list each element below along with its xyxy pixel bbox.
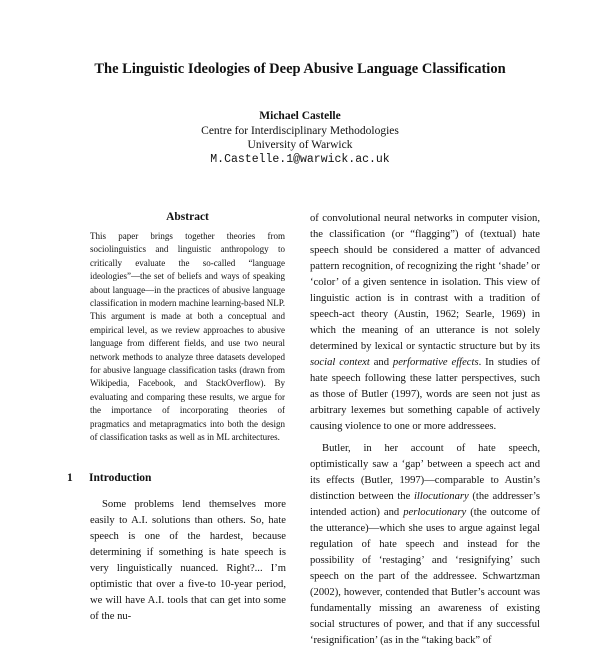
emphasis: social context [310, 357, 370, 368]
author-email[interactable]: M.Castelle.1@warwick.ac.uk [210, 152, 390, 166]
abstract-body: This paper brings together theories from sociolinguistics and linguistic anthropology to critically evaluate the so-called “language ideologies”—the set of beliefs and ways of speaking about language—in the practices of abusive language classification in modern machine learning-based NLP. This argument is made at both a conceptual and empirical level, as we review approaches to abusive language from different fields, and use two neural network methods to analyze three datasets developed for abusive language classification tasks (drawn from Wikipedia, Facebook, and StackOverflow). By evaluating and comparing these results, we argue for the importance of incorporating theories of pragmatics and metapragmatics into both the design of classification tasks as well as in ML architectures. [90, 231, 285, 443]
text-run: (the addresser’s intended action) and [310, 491, 540, 518]
paragraph [310, 441, 540, 649]
text-run: (the outcome of the utterance)—which she uses to argue against legal regulation of hate speech and instead for the possibility of ‘restaging’ and ‘resignifying’ such speech on the part of the addressee. Schwartzman (2002), however, contended that Butler’s account was fundamentally missing an awareness of existing social structures of power, and that if any successful ‘resignification’ (as in the “taking back” of [310, 507, 540, 646]
text-run: . In studies of hate speech following these latter perspectives, such as those of Butler (1997), words are seen not just as arbitrary lexemes but something capable of actively causing violence to one or more addressees. [310, 357, 540, 432]
text-run: of convolutional neural networks in computer vision, the classification (or “flagging”) of (textual) hate speech should be considered a matter of advanced pattern recognition, of recognizing the right ‘shade’ or ‘color’ of a given sentence in isolation. This view of linguistic action is in contrast with a tradition of speech-act theory (Austin, 1962; Searle, 1969) in which the meaning of an utterance is not solely determined by lexical or syntactic structure but by its [310, 213, 540, 352]
emphasis: performative effects [392, 357, 479, 368]
text-run: Butler, in her account of hate speech, optimistically saw a ‘gap’ between a speech act and its effects (Butler, 1997)—comparable to Austin’s distinction between the [310, 443, 540, 502]
right-column-body [310, 211, 540, 649]
author-affiliation: Centre for Interdisciplinary Methodologies [201, 124, 399, 137]
section-title: Introduction [89, 472, 152, 484]
paper-title: The Linguistic Ideologies of Deep Abusive Language Classification [94, 61, 506, 77]
abstract-heading: Abstract [166, 211, 209, 223]
section-heading-introduction [67, 472, 151, 484]
section-number: 1 [67, 472, 73, 484]
emphasis: perlocutionary [403, 507, 467, 518]
author-university: University of Warwick [247, 139, 353, 151]
paragraph [310, 211, 540, 435]
abstract-column [90, 210, 285, 445]
emphasis: illocutionary [413, 491, 469, 502]
text-run: and [369, 357, 393, 368]
author-name: Michael Castelle [259, 110, 341, 122]
introduction-quote: Some problems lend themselves more easily to A.I. solutions than others. So, hate speech is one of the hardest, because determining if something is hate speech is very linguistically nuanced. Right?... I’m optimistic that over a five-to 10-year period, we will have A.I. tools that can get into some of the nu- [90, 499, 286, 622]
author-block [0, 109, 600, 167]
